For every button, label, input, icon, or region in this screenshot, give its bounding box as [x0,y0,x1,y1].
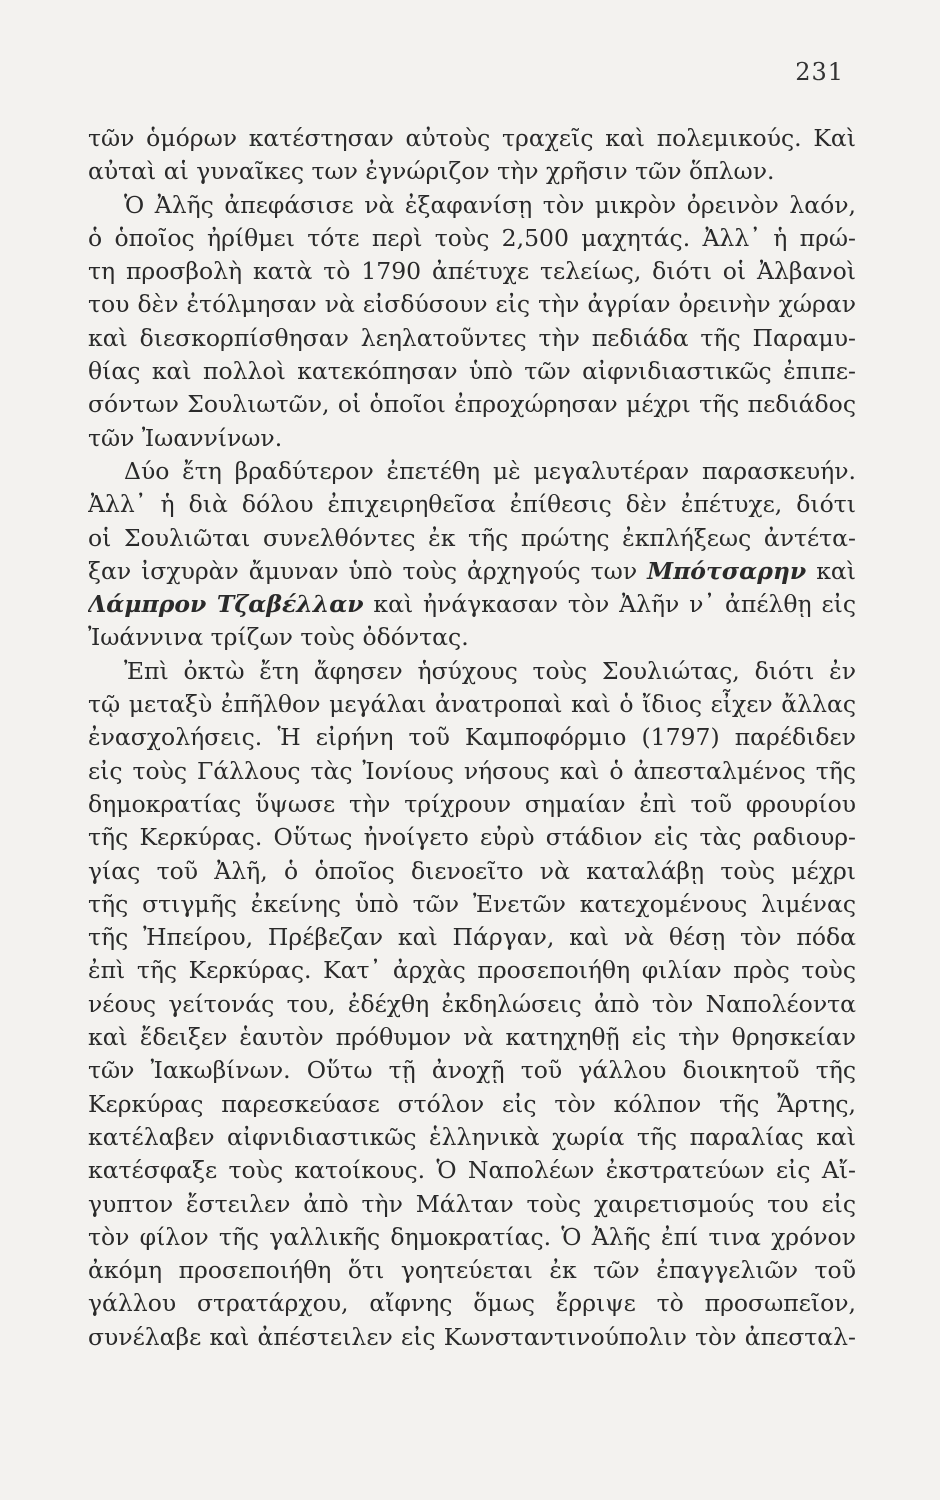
text-line [88,455,856,488]
text-line-segment: γίας τοῦ Ἀλῆ, ὁ ὁποῖος διενοεῖτο νὰ καταλάβῃ τοὺς μέχρι [88,856,856,885]
text-line-segment: δημοκρατίας ὕψωσε τὴν τρίχρουν σημαίαν ἐπὶ τοῦ φρουρίου [88,789,856,818]
text-line [88,422,856,455]
text-line [88,288,856,321]
text-line [88,555,856,588]
text-line-segment: ξαν ἰσχυρὰν ἄμυναν ὑπὸ τοὺς ἀρχηγούς των [88,556,648,585]
text-line-segment: τῶν ὁμόρων κατέστησαν αὐτοὺς τραχεῖς καὶ πολεμικούς. Καὶ [88,124,856,152]
text-line [88,189,856,222]
text-line [88,488,856,521]
text-line [88,1088,856,1121]
text-line [88,788,856,821]
text-line-segment: συνέλαβε καὶ ἀπέστειλεν εἰς Κωνσταντινούπολιν τὸν ἀπεσταλ- [88,1322,856,1351]
text-line-segment: καὶ διεσκορπίσθησαν λεηλατοῦντες τὴν πεδιάδα τῆς Παραμυ- [88,323,856,352]
text-line [88,855,856,888]
text-line-segment: κατέλαβεν αἰφνιδιαστικῶς ἑλληνικὰ χωρία τῆς παραλίας καὶ [88,1122,856,1151]
text-line-segment: του δὲν ἐτόλμησαν νὰ εἰσδύσουν εἰς τὴν ἀγρίαν ὀρεινὴν χώραν [88,290,856,319]
text-line [88,522,856,555]
text-line [88,322,856,355]
bold-name: Μπότσαρην [647,556,807,585]
text-line-segment: οἱ Σουλιῶται συνελθόντες ἐκ τῆς πρώτης ἐκπλήξεως ἀντέτα- [88,523,856,552]
text-line-segment: Δύο ἔτη βραδύτερον ἐπετέθη μὲ μεγαλυτέραν παρασκευήν. [124,456,856,485]
text-line-segment: καὶ ἔδειξεν ἑαυτὸν πρόθυμον νὰ κατηχηθῇ εἰς τὴν θρησκείαν [88,1023,856,1052]
text-line [88,122,856,155]
text-line-segment: αὐταὶ αἱ γυναῖκες των ἐγνώριζον τὴν χρῆσιν τῶν ὅπλων. [88,157,775,186]
text-line-segment: καὶ ἠνάγκασαν τὸν Ἀλῆν ν᾽ ἀπέλθῃ εἰς [363,590,856,619]
text-line [88,1221,856,1254]
text-line [88,921,856,954]
text-line-segment: τῶν Ἰωαννίνων. [88,423,283,452]
text-line [88,1121,856,1154]
text-line [88,755,856,788]
text-line [88,1188,856,1221]
text-line [88,655,856,688]
text-line-segment: νέους γείτονάς του, ἐδέχθη ἐκδηλώσεις ἀπὸ τὸν Ναπολέοντα [88,989,856,1018]
text-line-segment: εἰς τοὺς Γάλλους τὰς Ἰονίους νήσους καὶ ὁ ἀπεσταλμένος τῆς [88,756,856,785]
text-line [88,588,856,621]
text-line-segment: ἀκόμη προσεποιήθη ὅτι γοητεύεται ἐκ τῶν ἐπαγγελιῶν τοῦ [88,1256,856,1285]
text-line-segment: τὸν φίλον τῆς γαλλικῆς δημοκρατίας. Ὁ Ἀλῆς ἐπί τινα χρόνον [88,1222,856,1251]
text-line-segment: θίας καὶ πολλοὶ κατεκόπησαν ὑπὸ τῶν αἰφνιδιαστικῶς ἐπιπε- [88,357,856,386]
text-line [88,954,856,987]
text-line [88,888,856,921]
text-line [88,821,856,854]
text-line-segment: τῆς στιγμῆς ἐκείνης ὑπὸ τῶν Ἐνετῶν κατεχομένους λιμένας [88,889,856,918]
text-line-segment: γάλλου στρατάρχου, αἴφνης ὅμως ἔρριψε τὸ προσωπεῖον, [88,1289,856,1318]
text-line-segment: κατέσφαξε τοὺς κατοίκους. Ὁ Ναπολέων ἐκστρατεύων εἰς Αἴ- [88,1156,856,1185]
text-line-segment: τῆς Κερκύρας. Οὕτως ἠνοίγετο εὐρὺ στάδιον εἰς τὰς ραδιουρ- [88,823,856,852]
page-number: 231 [795,58,844,86]
text-line-segment: καὶ [806,556,856,585]
text-line-segment: τῷ μεταξὺ ἐπῆλθον μεγάλαι ἀνατροπαὶ καὶ ὁ ἴδιος εἶχεν ἄλλας [88,690,856,719]
text-line [88,621,856,654]
text-line [88,988,856,1021]
text-line-segment: Ὁ Ἀλῆς ἀπεφάσισε νὰ ἐξαφανίσῃ τὸν μικρὸν ὀρεινὸν λαόν, [124,190,856,219]
bold-name: Λάμπρον Τζαβέλλαν [88,590,364,619]
text-line [88,155,856,188]
text-line-segment: Ἐπὶ ὀκτὼ ἔτη ἄφησεν ἡσύχους τοὺς Σουλιώτας, διότι ἐν [124,656,856,685]
text-line [88,255,856,288]
text-line-segment: Ἰωάννινα τρίζων τοὺς ὀδόντας. [88,623,469,652]
text-line [88,1054,856,1087]
text-line-segment: Κερκύρας παρεσκεύασε στόλον εἰς τὸν κόλπον τῆς Ἄρτης, [88,1089,856,1118]
text-line-segment: τῆς Ἠπείρου, Πρέβεζαν καὶ Πάργαν, καὶ νὰ θέσῃ τὸν πόδα [88,923,856,952]
text-line [88,1021,856,1054]
text-line [88,1287,856,1320]
text-line [88,1154,856,1187]
text-line [88,388,856,421]
text-line-segment: ὁ ὁποῖος ἠρίθμει τότε περὶ τοὺς 2,500 μαχητάς. Ἀλλ᾽ ἡ πρώ- [88,223,856,252]
text-line-segment: τη προσβολὴ κατὰ τὸ 1790 ἀπέτυχε τελείως, διότι οἱ Ἀλβανοὶ [88,257,856,286]
text-line [88,688,856,721]
text-line [88,355,856,388]
text-line-segment: Ἀλλ᾽ ἡ διὰ δόλου ἐπιχειρηθεῖσα ἐπίθεσις δὲν ἐπέτυχε, διότι [88,490,856,519]
body-text [88,122,856,1354]
text-line [88,1254,856,1287]
text-line-segment: ἐνασχολήσεις. Ἡ εἰρήνη τοῦ Καμποφόρμιο (1797) παρέδιδεν [88,723,856,752]
text-line [88,222,856,255]
text-line-segment: ἐπὶ τῆς Κερκύρας. Κατ᾽ ἀρχὰς προσεποιήθη φιλίαν πρὸς τοὺς [88,956,856,985]
text-line [88,721,856,754]
text-line-segment: σόντων Σουλιωτῶν, οἱ ὁποῖοι ἐπροχώρησαν μέχρι τῆς πεδιάδος [88,390,856,419]
text-line-segment: γυπτον ἔστειλεν ἀπὸ τὴν Μάλταν τοὺς χαιρετισμούς του εἰς [88,1189,856,1218]
text-line-segment: τῶν Ἰακωβίνων. Οὕτω τῇ ἀνοχῇ τοῦ γάλλου διοικητοῦ τῆς [88,1056,856,1085]
text-line [88,1321,856,1354]
